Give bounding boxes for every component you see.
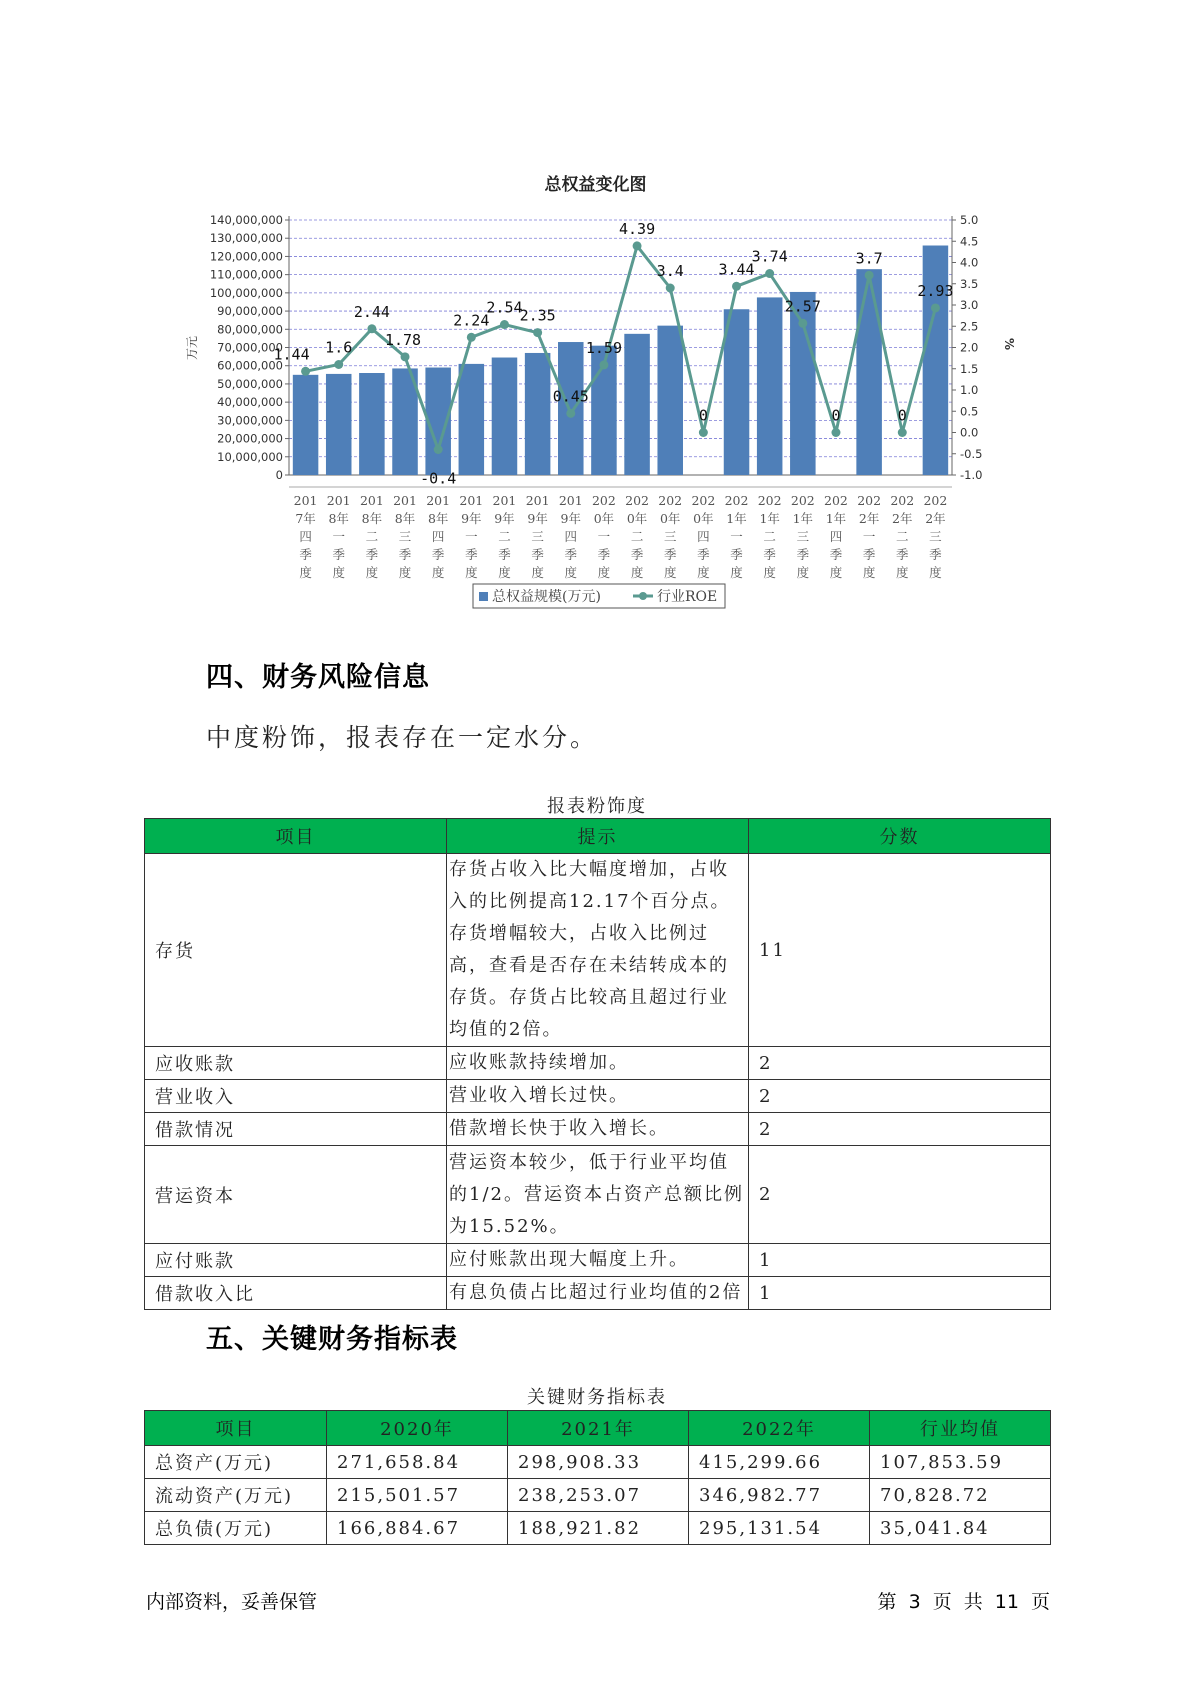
risk-item: 存货 [145, 854, 447, 1047]
roe-data-label: 2.93 [917, 281, 954, 300]
roe-point [798, 319, 807, 328]
roe-data-label: 3.7 [855, 249, 883, 268]
x-tick-label: 9年 [527, 511, 548, 526]
kpi-header-2020: 2020年 [327, 1411, 508, 1446]
roe-data-label: -0.4 [420, 469, 457, 488]
x-tick-label: 9年 [461, 511, 482, 526]
x-tick-label: 201 [558, 493, 583, 508]
roe-point [765, 269, 774, 278]
risk-table-caption: 报表粉饰度 [547, 796, 647, 817]
roe-point [831, 428, 840, 437]
y2-tick-label: 5.0 [960, 213, 979, 227]
risk-table [144, 818, 1051, 1310]
x-tick-label: 201 [459, 493, 484, 508]
x-tick-label: 度 [398, 565, 412, 580]
x-tick-label: 度 [829, 565, 843, 580]
x-tick-label: 季 [332, 547, 345, 562]
bar [757, 297, 783, 475]
x-tick-label: 季 [829, 547, 843, 562]
x-tick-label: 季 [663, 547, 677, 562]
y-tick-label: 120,000,000 [209, 249, 283, 264]
footer-confidential: 内部资料，妥善保管 [146, 1591, 318, 1613]
table-row [145, 1277, 1051, 1310]
x-tick-label: 一 [730, 529, 743, 544]
y2-tick-label: 2.5 [960, 319, 979, 334]
kpi-value: 107,853.59 [870, 1446, 1051, 1479]
x-tick-label: 四 [829, 529, 843, 544]
risk-item: 营运资本 [145, 1146, 447, 1244]
x-tick-label: 季 [531, 547, 544, 562]
x-tick-label: 季 [431, 547, 445, 562]
x-tick-label: 度 [796, 565, 810, 580]
kpi-header-2022: 2022年 [689, 1411, 870, 1446]
section-five-heading: 五、关键财务指标表 [206, 1324, 458, 1355]
bar [923, 246, 949, 476]
x-tick-label: 201 [393, 493, 417, 508]
y-tick-label: 90,000,000 [217, 304, 283, 319]
bar [525, 353, 551, 475]
risk-hint: 营运资本较少，低于行业平均值的1/2。营运资本占资产总额比例为15.52%。 [447, 1146, 749, 1244]
chart-svg [0, 0, 1191, 640]
x-tick-label: 季 [398, 547, 412, 562]
y2-tick-label: -1.0 [960, 468, 983, 482]
risk-item: 借款收入比 [145, 1277, 447, 1310]
risk-hint: 应收账款持续增加。 [447, 1047, 749, 1080]
x-tick-label: 度 [896, 565, 909, 580]
legend-bar-label: 总权益规模(万元) [492, 589, 601, 605]
kpi-value: 70,828.72 [870, 1479, 1051, 1512]
roe-data-label: 0 [831, 406, 841, 425]
y-tick-label: 50,000,000 [217, 376, 283, 391]
roe-data-label: 1.59 [585, 338, 622, 357]
roe-data-label: 4.39 [619, 219, 656, 238]
x-tick-label: 三 [663, 529, 677, 544]
x-tick-label: 8年 [427, 511, 449, 526]
table-row [145, 1080, 1051, 1113]
x-tick-label: 四 [431, 529, 445, 544]
x-tick-label: 7年 [295, 511, 316, 526]
legend-bar-swatch [479, 592, 488, 601]
x-tick-label: 度 [365, 565, 379, 580]
y-tick-label: 0 [275, 468, 283, 482]
y2-tick-label: 3.5 [960, 276, 979, 291]
x-tick-label: 度 [929, 565, 942, 580]
risk-item: 借款情况 [145, 1113, 447, 1146]
risk-summary-text: 中度粉饰，报表存在一定水分。 [206, 723, 599, 752]
x-tick-label: 季 [597, 547, 611, 562]
x-tick-label: 1年 [759, 511, 780, 526]
y-axis-title: 万元 [185, 335, 199, 361]
bar [724, 309, 750, 475]
y-tick-label: 10,000,000 [217, 449, 283, 464]
roe-point [533, 328, 542, 337]
x-tick-label: 1年 [825, 511, 847, 526]
x-tick-label: 202 [658, 493, 683, 508]
roe-data-label: 2.24 [453, 311, 490, 330]
legend-line-label: 行业ROE [657, 589, 718, 605]
x-tick-label: 202 [923, 493, 948, 508]
x-tick-label: 度 [763, 565, 776, 580]
risk-header-hint: 提示 [447, 819, 749, 854]
risk-item: 应收账款 [145, 1047, 447, 1080]
y-tick-label: 60,000,000 [217, 358, 283, 373]
x-tick-label: 0年 [693, 511, 714, 526]
x-tick-label: 季 [365, 547, 379, 562]
x-tick-label: 二 [630, 529, 644, 544]
x-tick-label: 201 [326, 493, 351, 508]
risk-score: 2 [749, 1113, 1051, 1146]
x-tick-label: 四 [299, 529, 312, 544]
x-tick-label: 度 [630, 565, 644, 580]
x-tick-label: 202 [724, 493, 749, 508]
y-tick-label: 40,000,000 [217, 395, 283, 410]
roe-point [566, 409, 575, 418]
kpi-value: 188,921.82 [508, 1512, 689, 1545]
y2-axis-title: % [1002, 337, 1016, 351]
roe-data-label: 2.35 [519, 306, 556, 325]
roe-point [931, 303, 940, 312]
y2-tick-label: 1.5 [960, 361, 979, 376]
equity-chart [0, 0, 1191, 640]
x-tick-label: 201 [525, 493, 550, 508]
roe-point [301, 367, 310, 376]
y-tick-label: 100,000,000 [209, 285, 283, 300]
x-tick-label: 1年 [792, 511, 814, 526]
kpi-item: 流动资产(万元) [145, 1479, 327, 1512]
y2-tick-label: 3.0 [960, 298, 979, 312]
x-tick-label: 二 [763, 529, 776, 544]
x-tick-label: 度 [730, 565, 743, 580]
x-tick-label: 9年 [560, 511, 582, 526]
x-tick-label: 202 [857, 493, 882, 508]
x-tick-label: 三 [796, 529, 810, 544]
kpi-header-item: 项目 [145, 1411, 327, 1446]
roe-point [599, 360, 608, 369]
x-tick-label: 度 [862, 565, 876, 580]
x-tick-label: 季 [929, 547, 942, 562]
table-row [145, 1446, 1051, 1479]
roe-data-label: 1.78 [384, 330, 422, 349]
x-tick-label: 一 [332, 529, 345, 544]
x-tick-label: 季 [697, 547, 710, 562]
x-tick-label: 季 [498, 547, 511, 562]
x-tick-label: 度 [299, 565, 312, 580]
risk-hint: 应付账款出现大幅度上升。 [447, 1244, 749, 1277]
table-row [145, 1146, 1051, 1244]
y2-tick-label: -0.5 [960, 446, 983, 461]
y-tick-label: 80,000,000 [217, 322, 283, 337]
table-row [145, 1479, 1051, 1512]
x-tick-label: 202 [625, 493, 650, 508]
x-tick-label: 二 [896, 529, 909, 544]
footer-page-number: 第 3 页 共 11 页 [877, 1591, 1050, 1613]
risk-hint: 有息负债占比超过行业均值的2倍 [447, 1277, 749, 1310]
x-tick-label: 度 [564, 565, 578, 580]
risk-score: 2 [749, 1080, 1051, 1113]
roe-point [500, 320, 509, 329]
risk-score: 1 [749, 1277, 1051, 1310]
roe-point [699, 428, 708, 437]
roe-data-label: 1.44 [273, 345, 310, 364]
x-tick-label: 一 [597, 529, 611, 544]
risk-hint: 存货占收入比大幅度增加，占收入的比例提高12.17个百分点。存货增幅较大，占收入比例过高，查看是否存在未结转成本的存货。存货占比较高且超过行业均值的2倍。 [447, 854, 749, 1047]
y-tick-label: 20,000,000 [217, 431, 283, 446]
x-tick-label: 季 [630, 547, 644, 562]
risk-hint: 营业收入增长过快。 [447, 1080, 749, 1113]
x-tick-label: 0年 [659, 511, 681, 526]
x-tick-label: 0年 [626, 511, 648, 526]
x-tick-label: 度 [431, 565, 445, 580]
roe-point [334, 360, 343, 369]
x-tick-label: 季 [896, 547, 909, 562]
bar [326, 374, 352, 475]
x-tick-label: 度 [332, 565, 345, 580]
y2-tick-label: 2.0 [960, 340, 979, 355]
x-tick-label: 202 [691, 493, 716, 508]
roe-point [898, 428, 907, 437]
chart-title: 总权益变化图 [544, 175, 647, 195]
x-tick-label: 202 [790, 493, 815, 508]
roe-data-label: 2.57 [784, 297, 821, 316]
roe-point [434, 445, 443, 454]
x-tick-label: 一 [465, 529, 478, 544]
kpi-value: 238,253.07 [508, 1479, 689, 1512]
roe-point [401, 352, 410, 361]
x-tick-label: 三 [929, 529, 942, 544]
y-tick-label: 30,000,000 [217, 413, 283, 428]
kpi-value: 415,299.66 [689, 1446, 870, 1479]
roe-data-label: 0.45 [552, 387, 589, 406]
roe-point [633, 241, 642, 250]
x-tick-label: 季 [796, 547, 810, 562]
x-tick-label: 201 [426, 493, 451, 508]
table-row [145, 1113, 1051, 1146]
risk-score: 2 [749, 1146, 1051, 1244]
roe-point [865, 271, 874, 280]
kpi-value: 271,658.84 [327, 1446, 508, 1479]
x-tick-label: 二 [365, 529, 379, 544]
x-tick-label: 202 [824, 493, 848, 508]
y2-tick-label: 0.0 [960, 425, 979, 440]
x-tick-label: 202 [890, 493, 915, 508]
x-tick-label: 0年 [593, 511, 615, 526]
roe-data-label: 0 [897, 406, 907, 425]
table-row [145, 854, 1051, 1047]
x-tick-label: 度 [498, 565, 511, 580]
roe-point [367, 324, 376, 333]
y2-tick-label: 0.5 [960, 404, 979, 419]
x-tick-label: 季 [730, 547, 743, 562]
y-tick-label: 130,000,000 [209, 231, 283, 246]
x-tick-label: 三 [531, 529, 544, 544]
kpi-value: 215,501.57 [327, 1479, 508, 1512]
roe-data-label: 2.54 [486, 298, 523, 317]
x-tick-label: 8年 [361, 511, 383, 526]
kpi-table [144, 1410, 1051, 1545]
legend-line-marker [639, 592, 647, 600]
table-row [145, 1512, 1051, 1545]
bar [558, 342, 584, 475]
x-tick-label: 季 [862, 547, 876, 562]
kpi-header-2021: 2021年 [508, 1411, 689, 1446]
kpi-item: 总资产(万元) [145, 1446, 327, 1479]
x-tick-label: 8年 [328, 511, 349, 526]
kpi-value: 295,131.54 [689, 1512, 870, 1545]
y-tick-label: 140,000,000 [209, 213, 283, 227]
y2-tick-label: 4.0 [960, 255, 979, 270]
roe-point [732, 282, 741, 291]
x-tick-label: 季 [465, 547, 478, 562]
x-tick-label: 度 [465, 565, 478, 580]
risk-score: 1 [749, 1244, 1051, 1277]
y2-tick-label: 4.5 [960, 234, 979, 249]
roe-point [666, 284, 675, 293]
kpi-value: 166,884.67 [327, 1512, 508, 1545]
x-tick-label: 三 [398, 529, 412, 544]
x-tick-label: 2年 [858, 511, 880, 526]
roe-data-label: 3.4 [656, 262, 684, 280]
x-tick-label: 二 [498, 529, 511, 544]
kpi-header-industry: 行业均值 [870, 1411, 1051, 1446]
risk-header-item: 项目 [145, 819, 447, 854]
bar [657, 326, 683, 475]
risk-score: 2 [749, 1047, 1051, 1080]
risk-item: 应付账款 [145, 1244, 447, 1277]
x-tick-label: 201 [492, 493, 517, 508]
kpi-value: 298,908.33 [508, 1446, 689, 1479]
kpi-item: 总负债(万元) [145, 1512, 327, 1545]
x-tick-label: 9年 [494, 511, 515, 526]
x-tick-label: 度 [597, 565, 611, 580]
roe-data-label: 3.74 [751, 247, 788, 266]
y2-tick-label: 1.0 [960, 383, 979, 397]
bar [459, 364, 485, 475]
section-four-heading: 四、财务风险信息 [206, 662, 430, 693]
x-tick-label: 季 [763, 547, 776, 562]
kpi-table-caption: 关键财务指标表 [527, 1387, 667, 1408]
kpi-value: 346,982.77 [689, 1479, 870, 1512]
x-tick-label: 四 [697, 529, 710, 544]
y-tick-label: 70,000,000 [217, 340, 283, 355]
x-tick-label: 四 [564, 529, 578, 544]
roe-data-label: 0 [698, 406, 708, 425]
x-tick-label: 2年 [925, 511, 946, 526]
x-tick-label: 201 [359, 493, 384, 508]
bar [856, 269, 882, 475]
bar [359, 373, 385, 475]
table-row [145, 1047, 1051, 1080]
x-tick-label: 度 [663, 565, 677, 580]
kpi-value: 35,041.84 [870, 1512, 1051, 1545]
x-tick-label: 8年 [394, 511, 416, 526]
bar [624, 334, 650, 475]
risk-item: 营业收入 [145, 1080, 447, 1113]
roe-data-label: 1.6 [325, 338, 353, 357]
risk-score: 11 [749, 854, 1051, 1047]
x-tick-label: 202 [757, 493, 782, 508]
x-tick-label: 一 [862, 529, 876, 544]
x-tick-label: 度 [697, 565, 710, 580]
roe-data-label: 3.44 [718, 260, 755, 279]
y-tick-label: 110,000,000 [209, 267, 283, 282]
bar [492, 358, 518, 475]
roe-point [467, 333, 476, 342]
x-tick-label: 201 [293, 493, 318, 508]
x-tick-label: 季 [564, 547, 578, 562]
x-tick-label: 季 [299, 547, 312, 562]
x-tick-label: 202 [591, 493, 616, 508]
x-tick-label: 1年 [726, 511, 747, 526]
roe-data-label: 2.44 [353, 302, 390, 321]
x-tick-label: 度 [531, 565, 544, 580]
risk-hint: 借款增长快于收入增长。 [447, 1113, 749, 1146]
table-row [145, 1244, 1051, 1277]
x-tick-label: 2年 [892, 511, 913, 526]
risk-header-score: 分数 [749, 819, 1051, 854]
bar [293, 375, 319, 475]
